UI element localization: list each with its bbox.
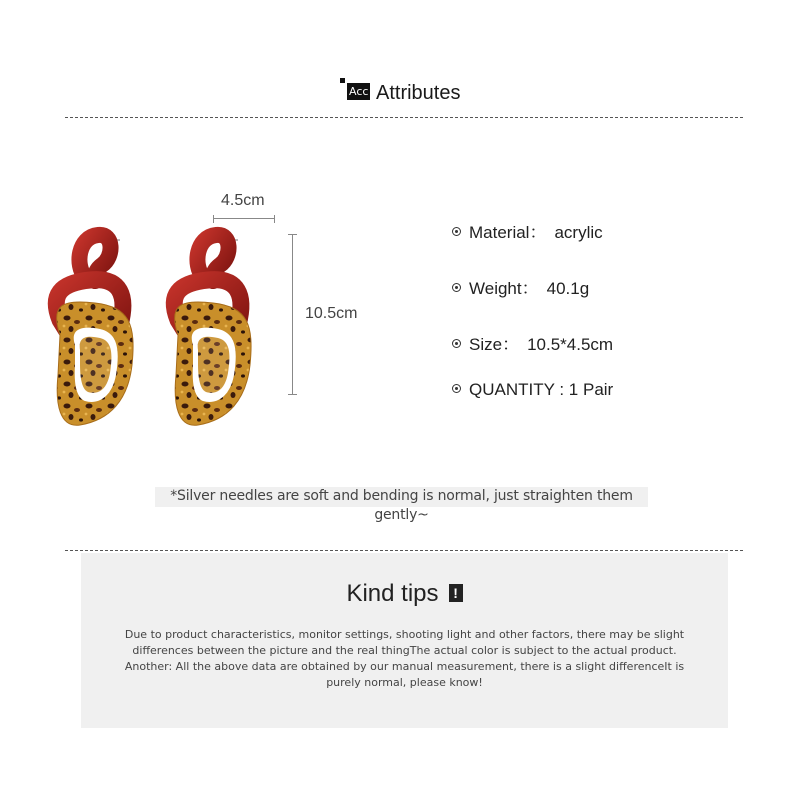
width-dimension-line (213, 218, 275, 219)
attribute-value: 40.1g (546, 279, 590, 298)
section-header (0, 78, 800, 108)
attribute-quantity (452, 380, 621, 400)
left-earring (56, 235, 133, 425)
earring-image (40, 225, 280, 440)
kind-tips-heading (81, 580, 728, 608)
attribute-value: 10.5*4.5cm (527, 335, 614, 354)
bullet-icon (452, 227, 461, 236)
height-dimension-line (292, 234, 293, 395)
attribute-label: QUANTITY : 1 Pair (469, 380, 614, 399)
height-dimension-label: 10.5cm (305, 305, 358, 322)
attribute-size (452, 330, 613, 355)
kind-tips-panel (81, 553, 728, 728)
bottom-divider (65, 550, 743, 551)
kind-tips-body: Due to product characteristics, monitor settings, shooting light and other factors, there may be slight differences between the picture and the real thingThe actual color is subject to the actual product. Another: All the above data are obtained by our manual measurement, there is a slight differenceIt is purely normal, please know! (124, 628, 685, 689)
bullet-icon (452, 339, 461, 348)
attribute-material (452, 218, 603, 243)
needle-note: *Silver needles are soft and bending is normal, just straighten them gently~ (155, 487, 648, 507)
attribute-weight (452, 274, 589, 299)
header-badge: Acc (349, 85, 369, 98)
exclamation-icon: ! (449, 584, 463, 602)
header-title: Attributes (376, 82, 461, 104)
bullet-icon (452, 384, 461, 393)
top-divider (65, 117, 743, 118)
attribute-label: Size： (469, 335, 520, 354)
kind-tips-title: Kind tips (346, 580, 439, 607)
attribute-label: Material： (469, 223, 547, 242)
header-dot-icon (340, 78, 345, 83)
bullet-icon (452, 283, 461, 292)
attribute-label: Weight： (469, 279, 539, 298)
attribute-value: acrylic (554, 223, 603, 242)
width-dimension-label: 4.5cm (221, 192, 265, 209)
